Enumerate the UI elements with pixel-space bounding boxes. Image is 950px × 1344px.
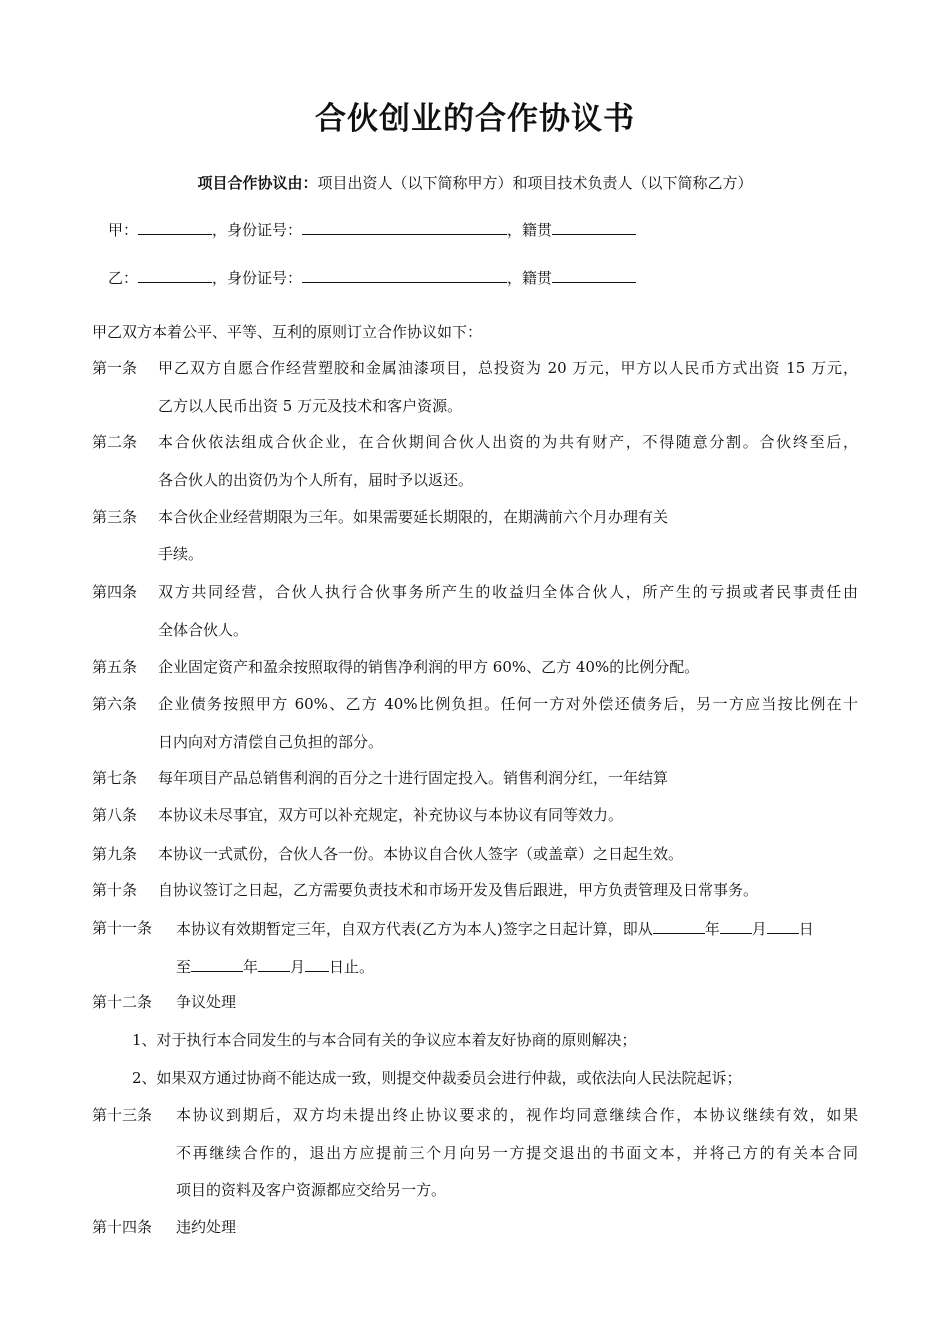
article-12-number: 第十二条: [92, 993, 153, 1011]
end-day-blank[interactable]: [305, 955, 329, 972]
start-day-blank[interactable]: [767, 917, 799, 934]
party-b-label: 乙：: [108, 269, 139, 287]
article-2-number: 第二条: [92, 433, 138, 451]
party-b-line: [108, 266, 636, 288]
party-a-line: [108, 218, 636, 240]
article-9-number: 第九条: [92, 845, 138, 863]
party-b-origin-blank[interactable]: [552, 266, 636, 283]
article-4-line-2: 全体合伙人。: [158, 621, 249, 639]
article-7-line-1: 每年项目产品总销售利润的百分之十进行固定投入。销售利润分红，一年结算: [158, 769, 669, 787]
party-a-name-blank[interactable]: [138, 218, 212, 235]
article-9-line-1: 本协议一式贰份，合伙人各一份。本协议自合伙人签字（或盖章）之日起生效。: [158, 845, 684, 863]
article-5-number: 第五条: [92, 658, 138, 676]
article-12-item-2: 2、如果双方通过协商不能达成一致，则提交仲裁委员会进行仲裁，或依法向人民法院起诉；: [132, 1069, 742, 1087]
end-month-label: 月: [290, 958, 306, 976]
party-a-label: 甲：: [108, 221, 139, 239]
article-6-number: 第六条: [92, 695, 138, 713]
article-4-line-1: 双方共同经营，合伙人执行合伙事务所产生的收益归全体合伙人，所产生的亏损或者民事责任由: [158, 583, 858, 601]
start-year-blank[interactable]: [653, 917, 705, 934]
article-8-line-1: 本协议未尽事宜，双方可以补充规定，补充协议与本协议有同等效力。: [158, 806, 624, 824]
end-year-label: 年: [243, 958, 259, 976]
article-4-number: 第四条: [92, 583, 138, 601]
party-b-name-blank[interactable]: [138, 266, 212, 283]
party-b-id-label: ，身份证号：: [212, 269, 303, 287]
article-3-line-2: 手续。: [158, 545, 204, 563]
article-11-line-2: [176, 955, 374, 977]
article-10-number: 第十条: [92, 881, 138, 899]
intro-bold-label: 项目合作协议由：: [197, 174, 318, 192]
article-13-line-3: 项目的资料及客户资源都应交给另一方。: [176, 1181, 447, 1199]
article-13-line-2: 不再继续合作的，退出方应提前三个月向另一方提交退出的书面文本，并将己方的有关本合同: [176, 1144, 858, 1162]
end-day-label: 日止。: [329, 958, 375, 976]
article-2-line-1: 本合伙依法组成合伙企业，在合伙期间合伙人出资的为共有财产，不得随意分割。合伙终至后，: [158, 433, 858, 451]
start-month-label: 月: [751, 920, 767, 938]
intro-text: 项目出资人（以下简称甲方）和项目技术负责人（以下简称乙方）: [317, 174, 753, 192]
article-10-line-1: 自协议签订之日起，乙方需要负责技术和市场开发及售后跟进，甲方负责管理及日常事务。: [158, 881, 759, 899]
article-12-heading: 争议处理: [176, 993, 237, 1011]
party-a-id-blank[interactable]: [302, 218, 507, 235]
party-b-id-blank[interactable]: [302, 266, 507, 283]
article-14-heading: 违约处理: [176, 1218, 237, 1236]
article-5-line-1: 企业固定资产和盈余按照取得的销售净利润的甲方 60%、乙方 40%的比例分配。: [158, 658, 700, 676]
party-a-origin-label: ，籍贯: [507, 221, 553, 239]
article-2-line-2: 各合伙人的出资仍为个人所有，届时予以返还。: [158, 471, 474, 489]
article-7-number: 第七条: [92, 769, 138, 787]
article-6-line-2: 日内向对方清偿自己负担的部分。: [158, 733, 384, 751]
article-13-line-1: 本协议到期后，双方均未提出终止协议要求的，视作均同意继续合作，本协议继续有效，如果: [176, 1106, 858, 1124]
start-year-label: 年: [704, 920, 720, 938]
article-12-item-1: 1、对于执行本合同发生的与本合同有关的争议应本着友好协商的原则解决；: [132, 1031, 637, 1049]
intro-line: [0, 172, 950, 193]
start-month-blank[interactable]: [720, 917, 752, 934]
article-6-line-1: 企业债务按照甲方 60%、乙方 40%比例负担。任何一方对外偿还债务后，另一方应当按比例在十: [158, 695, 858, 713]
article-11-number: 第十一条: [92, 919, 153, 937]
end-month-blank[interactable]: [258, 955, 290, 972]
party-b-origin-label: ，籍贯: [507, 269, 553, 287]
preamble: 甲乙双方本着公平、平等、互利的原则订立合作协议如下：: [92, 323, 483, 341]
article-3-number: 第三条: [92, 508, 138, 526]
end-year-blank[interactable]: [191, 955, 243, 972]
document-title: 合伙创业的合作协议书: [315, 101, 635, 137]
article-13-number: 第十三条: [92, 1106, 153, 1124]
article-1-line-1: 甲乙双方自愿合作经营塑胶和金属油漆项目，总投资为 20 万元，甲方以人民币方式出资 15 万元，: [158, 359, 858, 377]
start-day-label: 日: [798, 920, 814, 938]
article-1-line-2: 乙方以人民币出资 5 万元及技术和客户资源。: [158, 397, 463, 415]
article-11-text: 本协议有效期暂定三年，自双方代表(乙方为本人)签字之日起计算，即从: [176, 920, 653, 938]
article-11-line-1: [176, 917, 814, 939]
party-a-origin-blank[interactable]: [552, 218, 636, 235]
article-3-line-1: 本合伙企业经营期限为三年。如果需要延长期限的，在期满前六个月办理有关: [158, 508, 669, 526]
party-a-id-label: ，身份证号：: [212, 221, 303, 239]
end-to-label: 至: [176, 958, 192, 976]
article-1-number: 第一条: [92, 359, 138, 377]
article-8-number: 第八条: [92, 806, 138, 824]
article-14-number: 第十四条: [92, 1218, 153, 1236]
